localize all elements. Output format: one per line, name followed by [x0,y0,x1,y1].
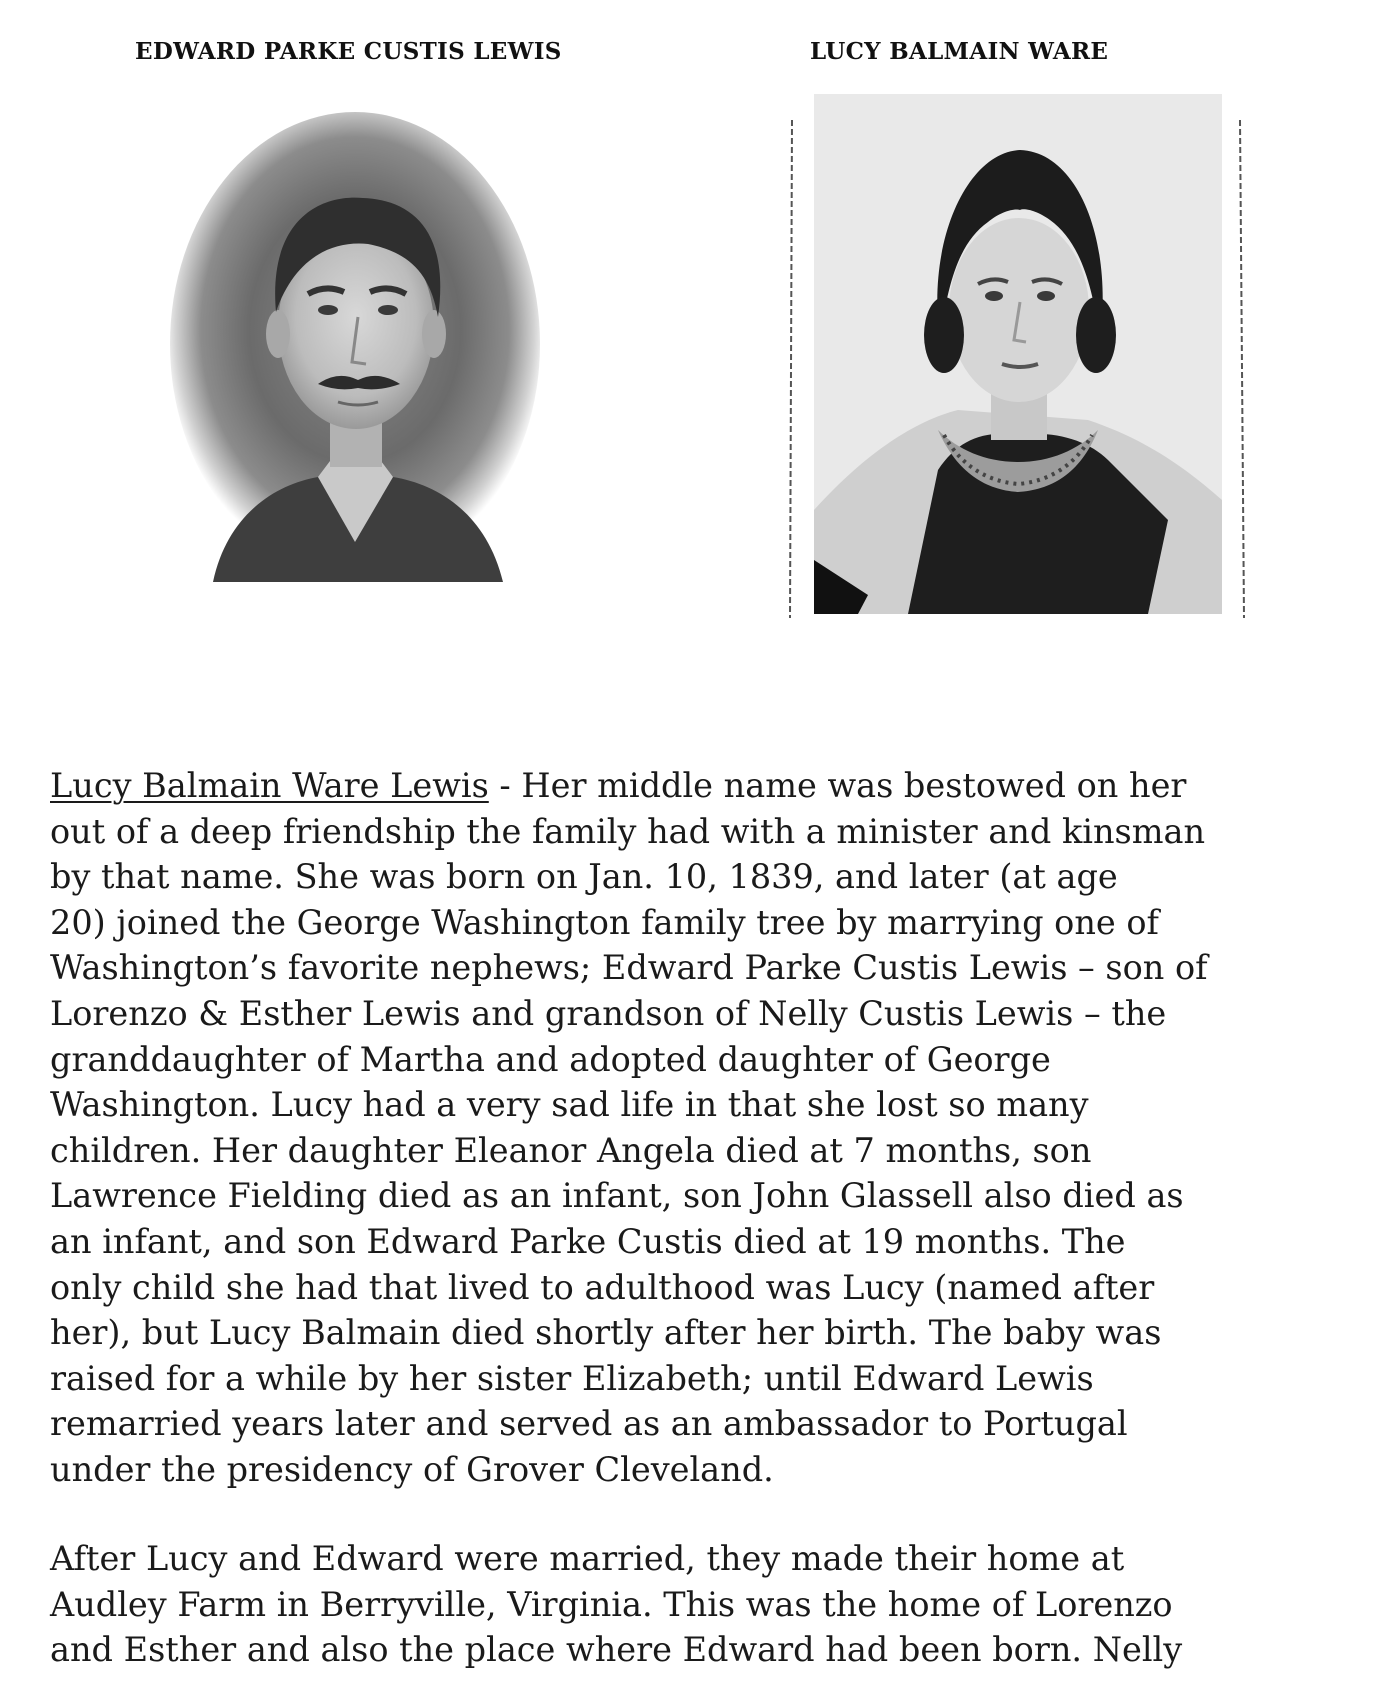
paragraph-line: Lorenzo & Esther Lewis and grandson of Nelly Custis Lewis – the [50,993,1167,1033]
paragraph-line: out of a deep friendship the family had with a minister and kinsman [50,811,1206,851]
paragraph-line: After Lucy and Edward were married, they made their home at [50,1539,1125,1578]
paragraph-line: by that name. She was born on Jan. 10, 1839, and later (at age [50,857,1118,897]
paragraph-line: raised for a while by her sister Elizabeth; until Edward Lewis [50,1358,1094,1398]
paragraph-line: and Esther and also the place where Edward had been born. Nelly [50,1630,1183,1670]
paragraph-line: her), but Lucy Balmain died shortly after her birth. The baby was [50,1313,1162,1353]
paragraph-line: Audley Farm in Berryville, Virginia. This was the home of Lorenzo [50,1584,1173,1624]
biography-paragraph-2 [50,1536,1360,1673]
paragraph-line: Lawrence Fielding died as an infant, son John Glassell also died as [50,1176,1184,1216]
paragraph-line: under the presidency of Grover Cleveland. [50,1449,774,1489]
paragraph-line: Lucy Balmain Ware Lewis - Her middle name was bestowed on her [50,766,1187,805]
paragraph-line: Washington’s favorite nephews; Edward Parke Custis Lewis – son of [50,948,1208,988]
caption-lucy-ware: LUCY BALMAIN WARE [810,38,1109,65]
paragraph-line: children. Her daughter Eleanor Angela died at 7 months, son [50,1130,1092,1170]
biography-paragraph-1 [50,763,1360,1493]
paragraph-line: remarried years later and served as an ambassador to Portugal [50,1404,1128,1444]
paragraph-line: only child she had that lived to adulthood was Lucy (named after [50,1267,1155,1307]
portrait-lucy-balmain-ware [788,90,1248,618]
paragraph-line: an infant, and son Edward Parke Custis died at 19 months. The [50,1221,1126,1261]
paragraph-line: Washington. Lucy had a very sad life in that she lost so many [50,1085,1089,1125]
paragraph-line: granddaughter of Martha and adopted daughter of George [50,1039,1051,1079]
subject-name: Lucy Balmain Ware Lewis [50,766,489,805]
caption-edward-lewis: EDWARD PARKE CUSTIS LEWIS [135,38,562,65]
portrait-edward-parke-custis-lewis [168,112,543,582]
paragraph-line: 20) joined the George Washington family tree by marrying one of [50,902,1159,942]
